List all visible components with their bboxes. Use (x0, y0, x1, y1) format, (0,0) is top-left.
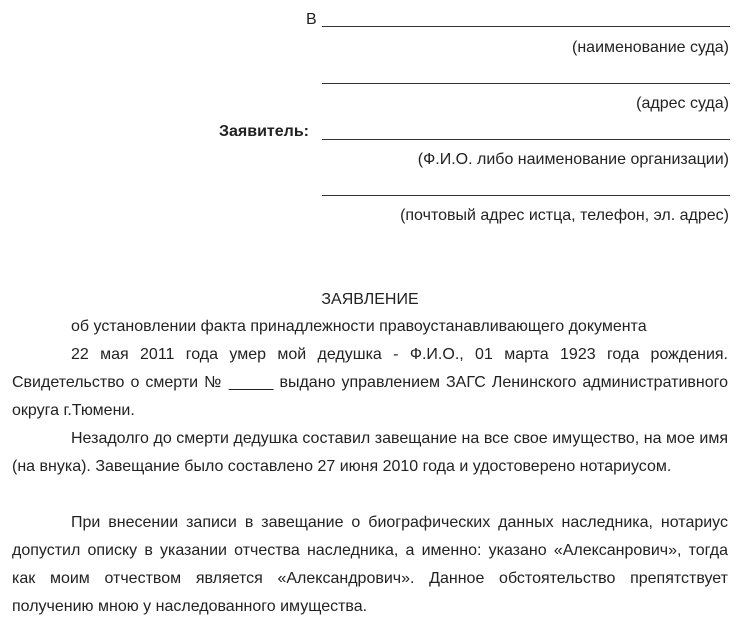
document-title: ЗАЯВЛЕНИЕ (321, 291, 419, 308)
applicant-line (322, 139, 730, 140)
court-address-caption: (адрес суда) (636, 95, 729, 112)
document-subtitle: об установлении факта принадлежности правоустанавливающего документа (71, 318, 647, 335)
court-name-line (322, 26, 730, 27)
paragraph-will: Незадолго до смерти дедушка составил завещание на все свое имущество, на мое имя (на внука). Завещание было составлено 27 июня 2010 года и удостоверено нотариусом. (12, 430, 728, 475)
applicant-address-line (322, 195, 730, 196)
paragraph-notary-error: При внесении записи в завещание о биографических данных наследника, нотариус допустил описку в указании отчества наследника, а именно: указано «Алексанрович», тогда как моим отчеством является «Александрович». Данное обстоятельство препятствует получению мною у наследованного имущества. (12, 514, 728, 615)
court-name-caption: (наименование суда) (572, 39, 729, 56)
paragraph-death-certificate: 22 мая 2011 года умер мой дедушка - Ф.И.О., 01 марта 1923 года рождения. Свидетельство о смерти № _____ выдано управлением ЗАГС Ленинского административного округа г.Тюмени. (12, 346, 728, 419)
applicant-label: Заявитель: (219, 123, 309, 140)
applicant-caption: (Ф.И.О. либо наименование организации) (417, 151, 729, 168)
court-address-line (322, 83, 730, 84)
applicant-address-caption: (почтовый адрес истца, телефон, эл. адрес) (400, 207, 729, 224)
court-prefix: В (306, 11, 317, 28)
